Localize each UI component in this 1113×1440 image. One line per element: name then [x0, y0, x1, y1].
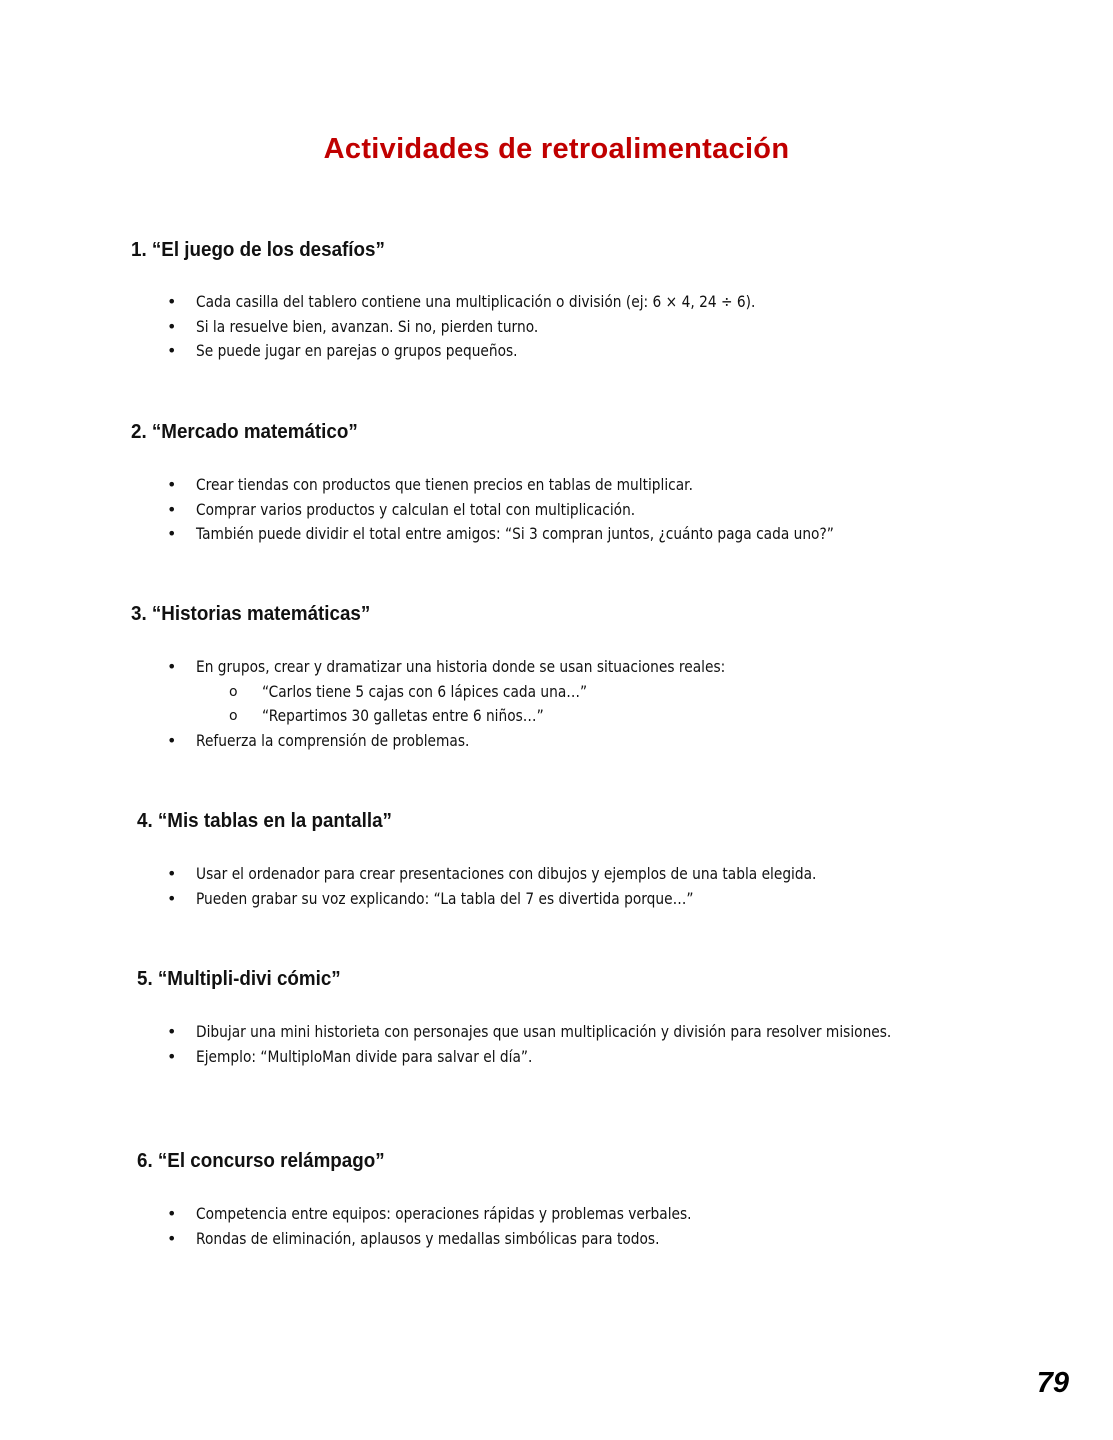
section-heading: 6. “El concurso relámpago” [137, 1150, 385, 1172]
bullet-list [0, 290, 1113, 364]
circle-bullet-icon: o [229, 683, 238, 700]
bullet-icon: • [167, 1022, 177, 1041]
bullet-list [0, 862, 1113, 911]
list-item: • Cada casilla del tablero contiene una multiplicación o división (ej: 6 × 4, 24 ÷ 6). [0, 290, 956, 315]
bullet-icon: • [167, 657, 177, 676]
list-item: • Usar el ordenador para crear presentaciones con dibujos y ejemplos de una tabla elegida. [0, 862, 956, 887]
bullet-icon: • [167, 524, 177, 544]
bullet-icon: • [167, 864, 177, 883]
bullet-icon: • [167, 292, 177, 311]
list-item: • Ejemplo: “MultiploMan divide para salvar el día”. [0, 1045, 956, 1070]
list-item: • Rondas de eliminación, aplausos y medallas simbólicas para todos. [0, 1227, 956, 1252]
section-heading: 2. “Mercado matemático” [131, 421, 358, 443]
page-number: 79 [1036, 1367, 1069, 1399]
list-item: • Crear tiendas con productos que tienen precios en tablas de multiplicar. [0, 473, 956, 498]
list-item: • Refuerza la comprensión de problemas. [0, 729, 956, 754]
list-item: • Pueden grabar su voz explicando: “La tabla del 7 es divertida porque…” [0, 887, 956, 912]
list-item: • Si la resuelve bien, avanzan. Si no, pierden turno. [0, 315, 956, 340]
list-item: • Dibujar una mini historieta con personajes que usan multiplicación y división para resolver misiones. [0, 1020, 956, 1045]
list-item: • También puede dividir el total entre amigos: “Si 3 compran juntos, ¿cuánto paga cada uno?” [0, 522, 956, 547]
section-heading: 3. “Historias matemáticas” [131, 603, 371, 625]
bullet-icon: • [167, 499, 177, 519]
section-heading: 4. “Mis tablas en la pantalla” [137, 810, 392, 832]
sub-list-item: o “Repartimos 30 galletas entre 6 niños…” [0, 704, 1022, 729]
bullet-icon: • [167, 316, 177, 336]
bullet-icon: • [167, 1228, 177, 1248]
bullet-list [0, 655, 1113, 753]
list-item: • Competencia entre equipos: operaciones rápidas y problemas verbales. [0, 1202, 956, 1227]
bullet-icon: • [167, 730, 177, 750]
list-item: • Se puede jugar en parejas o grupos pequeños. [0, 339, 956, 364]
list-item: • Comprar varios productos y calculan el total con multiplicación. [0, 498, 956, 523]
bullet-list [0, 1202, 1113, 1251]
bullet-list [0, 473, 1113, 547]
bullet-icon: • [167, 341, 177, 361]
bullet-list [0, 1020, 1113, 1069]
bullet-icon: • [167, 1204, 177, 1223]
section-heading: 5. “Multipli-divi cómic” [137, 968, 341, 990]
bullet-icon: • [167, 888, 177, 908]
bullet-icon: • [167, 1046, 177, 1066]
list-item: • En grupos, crear y dramatizar una historia donde se usan situaciones reales: [0, 655, 956, 680]
circle-bullet-icon: o [229, 708, 238, 725]
section-heading: 1. “El juego de los desafíos” [131, 239, 385, 261]
sub-list-item: o “Carlos tiene 5 cajas con 6 lápices cada una…” [0, 680, 1022, 705]
bullet-icon: • [167, 475, 177, 494]
page-title: Actividades de retroalimentación [323, 133, 790, 165]
